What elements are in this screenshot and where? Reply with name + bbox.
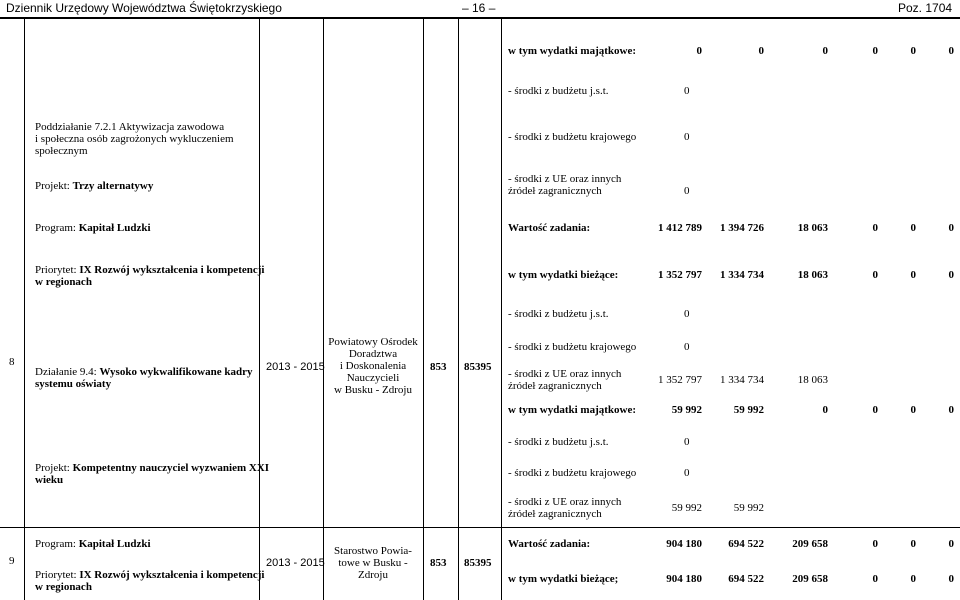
top-srodki-ue-value: 0 — [684, 185, 690, 197]
priorytet-name: IX Rozwój wykształcenia i kompetencji — [79, 264, 265, 276]
row9-jednostka-line3: Zdroju — [358, 569, 388, 581]
row8-majatkowe-v5: 0 — [910, 404, 916, 416]
page-number: – 16 – — [462, 1, 496, 15]
projekt2-line2: wieku — [35, 474, 64, 486]
row9-wartosc-v6: 0 — [948, 538, 954, 550]
row9-wartosc-v5: 0 — [910, 538, 916, 550]
row8-jednostka-line3: i Doskonalenia — [339, 360, 407, 372]
row9-dzial: 853 — [430, 557, 447, 569]
row9-jednostka-line1: Starostwo Powia- — [334, 545, 412, 557]
priorytet-line2: w regionach — [35, 276, 92, 288]
row8-srodki-jst-label: - środki z budżetu j.s.t. — [508, 308, 609, 320]
row8-biezace-v4: 0 — [872, 269, 878, 281]
row8-ue-v3: 18 063 — [797, 374, 828, 386]
position-number: Poz. 1704 — [898, 1, 953, 15]
row9-biezace-v5: 0 — [910, 573, 916, 585]
row8-biezace-v2: 1 334 734 — [720, 269, 764, 281]
row8-srodki-ue2-line2: źródeł zagranicznych — [508, 508, 602, 520]
row9-program-prefix: Program: — [35, 538, 79, 550]
row8-wartosc-v5: 0 — [910, 222, 916, 234]
top-majatkowe-v4: 0 — [872, 45, 878, 57]
row8-biezace-v3: 18 063 — [797, 269, 828, 281]
row8-lp: 8 — [9, 356, 15, 368]
row8-srodki-krajowego2-label: - środki z budżetu krajowego — [508, 467, 637, 479]
top-srodki-jst-label: - środki z budżetu j.s.t. — [508, 85, 609, 97]
row8-majatkowe-v4: 0 — [872, 404, 878, 416]
top-srodki-krajowego-label: - środki z budżetu krajowego — [508, 131, 637, 143]
row8-biezace-v5: 0 — [910, 269, 916, 281]
row8-jednostka-line1: Powiatowy Ośrodek — [328, 336, 418, 348]
row8-biezace-v6: 0 — [948, 269, 954, 281]
row8-jednostka-line2: Doradztwa — [348, 348, 398, 360]
row9-biezace-v2: 694 522 — [728, 573, 764, 585]
top-majatkowe-v6: 0 — [948, 45, 954, 57]
row9-wartosc-v1: 904 180 — [666, 538, 702, 550]
row8-srodki-jst-value: 0 — [684, 308, 690, 320]
row9-biezace-v1: 904 180 — [666, 573, 702, 585]
row9-okres: 2013 - 2015 — [266, 557, 325, 569]
row9-biezace-v6: 0 — [948, 573, 954, 585]
row9-priorytet-line2: w regionach — [35, 581, 92, 593]
row8-biezace-v1: 1 352 797 — [658, 269, 702, 281]
row8-rozdzial: 85395 — [464, 361, 492, 373]
row8-wartosc-v4: 0 — [872, 222, 878, 234]
top-majatkowe-v5: 0 — [910, 45, 916, 57]
row8-ue-v1: 1 352 797 — [658, 374, 702, 386]
row9-priorytet-name: IX Rozwój wykształcenia i kompetencji — [79, 569, 265, 581]
program-prefix: Program: — [35, 222, 79, 234]
row8-srodki-krajowego-label: - środki z budżetu krajowego — [508, 341, 637, 353]
row8-dzial: 853 — [430, 361, 447, 373]
grid-lines — [0, 19, 960, 600]
row9-jednostka-line2: towe w Busku - — [338, 557, 408, 569]
row8-srodki-ue-line1: - środki z UE oraz innych — [508, 368, 622, 380]
row8-wartosc-v3: 18 063 — [797, 222, 828, 234]
row8-okres: 2013 - 2015 — [266, 361, 325, 373]
row8-srodki-krajowego2-value: 0 — [684, 467, 690, 479]
row8-srodki-jst2-label: - środki z budżetu j.s.t. — [508, 436, 609, 448]
row9-biezace-label: w tym wydatki bieżące; — [508, 573, 619, 585]
row8-jednostka-line5: w Busku - Zdroju — [334, 384, 412, 396]
top-majatkowe-v1: 0 — [696, 45, 702, 57]
row8-srodki-krajowego-value: 0 — [684, 341, 690, 353]
row9-rozdzial: 85395 — [464, 557, 492, 569]
top-srodki-krajowego-value: 0 — [684, 131, 690, 143]
row8-wartosc-v6: 0 — [948, 222, 954, 234]
row9-lp: 9 — [9, 555, 15, 567]
row9-biezace-v3: 209 658 — [792, 573, 828, 585]
priorytet-prefix: Priorytet: — [35, 264, 80, 276]
top-srodki-ue-line2: źródeł zagranicznych — [508, 185, 602, 197]
row9-wartosc-v3: 209 658 — [792, 538, 828, 550]
top-srodki-ue-line1: - środki z UE oraz innych — [508, 173, 622, 185]
dzialanie-line1: Wysoko wykwalifikowane kadry — [99, 366, 253, 378]
top-srodki-jst-value: 0 — [684, 85, 690, 97]
row9-program-name: Kapitał Ludzki — [78, 538, 151, 550]
row8-wartosc-v1: 1 412 789 — [658, 222, 702, 234]
row9-wartosc-label: Wartość zadania: — [508, 538, 591, 550]
dzialanie-prefix: Działanie 9.4: — [35, 366, 100, 378]
majatkowe-label: w tym wydatki majątkowe: — [508, 45, 637, 57]
row8-ue2-v1: 59 992 — [671, 502, 702, 514]
poddzialanie-line3: społecznym — [35, 145, 88, 157]
row9-biezace-v4: 0 — [872, 573, 878, 585]
row8-majatkowe-v1: 59 992 — [671, 404, 702, 416]
row8-wartosc-v2: 1 394 726 — [720, 222, 764, 234]
row9-wartosc-v2: 694 522 — [728, 538, 764, 550]
projekt2-prefix: Projekt: — [35, 462, 73, 474]
row8-srodki-jst2-value: 0 — [684, 436, 690, 448]
projekt-name: Trzy alternatywy — [72, 180, 154, 192]
poddzialanie-line2: i społeczna osób zagrożonych wykluczeniem — [35, 133, 234, 145]
row8-wartosc-label: Wartość zadania: — [508, 222, 591, 234]
dzialanie-line2: systemu oświaty — [35, 378, 112, 390]
journal-title: Dziennik Urzędowy Województwa Świętokrzyskiego — [6, 1, 282, 15]
top-majatkowe-v3: 0 — [822, 45, 828, 57]
row8-majatkowe-v3: 0 — [822, 404, 828, 416]
poddzialanie-line1: Poddziałanie 7.2.1 Aktywizacja zawodowa — [35, 121, 225, 133]
row8-majatkowe-v6: 0 — [948, 404, 954, 416]
row8-ue2-v2: 59 992 — [733, 502, 764, 514]
row8-majatkowe-label: w tym wydatki majątkowe: — [508, 404, 637, 416]
row8-majatkowe-v2: 59 992 — [733, 404, 764, 416]
row8-srodki-ue2-line1: - środki z UE oraz innych — [508, 496, 622, 508]
top-majatkowe-v2: 0 — [758, 45, 764, 57]
row8-srodki-ue-line2: źródeł zagranicznych — [508, 380, 602, 392]
projekt2-line1: Kompetentny nauczyciel wyzwaniem XXI — [72, 462, 270, 474]
row8-jednostka-line4: Nauczycieli — [346, 372, 400, 384]
row8-ue-v2: 1 334 734 — [720, 374, 764, 386]
row9-wartosc-v4: 0 — [872, 538, 878, 550]
projekt-prefix: Projekt: — [35, 180, 73, 192]
row9-priorytet-prefix: Priorytet: — [35, 569, 80, 581]
row8-biezace-label: w tym wydatki bieżące: — [508, 269, 619, 281]
program-name: Kapitał Ludzki — [78, 222, 151, 234]
